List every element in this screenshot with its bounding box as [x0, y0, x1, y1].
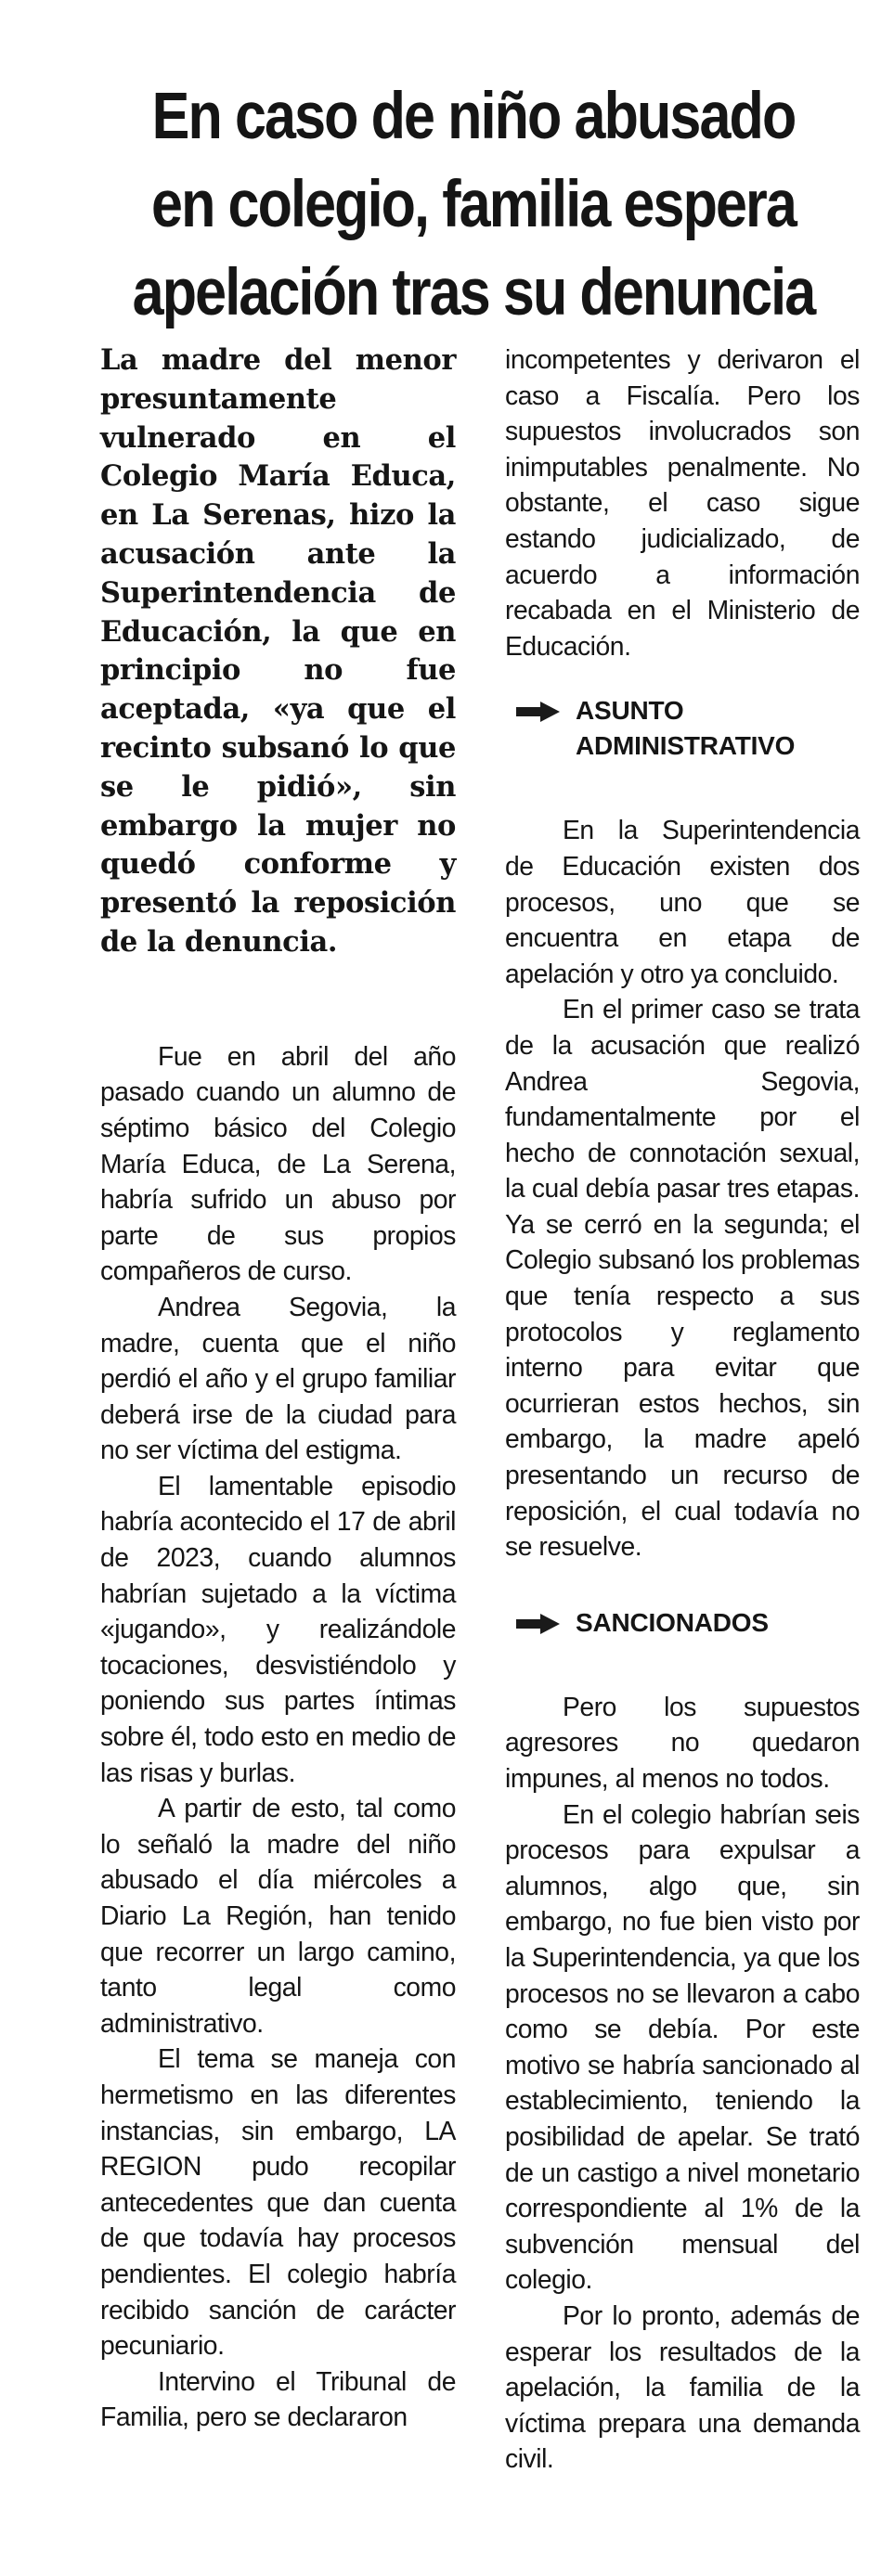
section-heading-asunto-administrativo [516, 693, 860, 764]
section-heading-line-2: ADMINISTRATIVO [576, 731, 796, 761]
body-paragraph: En el primer caso se trata de la acusación que realizó Andrea Segovia, fundamentalmente por el hecho de connotación sexual, la cual debía pasar tres etapas. Ya se cerró en la segunda; el Colegio subsanó los problemas que tenía respecto a sus protocolos y reglamento interno para evitar que ocurrieran estos hechos, sin embargo, la madre apeló presentando un recurso de reposición, el cual todavía no se resuelve. [505, 994, 860, 1562]
body-paragraph: En el colegio habrían seis procesos para expulsar a alumnos, algo que, sin embargo, no fue bien visto por la Superintendencia, ya que los procesos no se llevaron a cabo como se debía. Por este motivo se habría sancionado al establecimiento, teniendo la posibilidad de apelar. Se trató de un castigo a nivel monetario correspondiente al 1% de la subvención mensual del colegio. [505, 1798, 860, 2295]
headline-line-2: en colegio, familia espera [151, 167, 796, 241]
headline-line-3: apelación tras su denuncia [132, 255, 815, 329]
body-paragraph: Fue en abril del año pasado cuando un alumno de séptimo básico del Colegio María Educa, de La Serena, habría sufrido un abuso por parte de sus propios compañeros de curso. [100, 1040, 456, 1286]
body-paragraph: El tema se maneja con hermetismo en las diferentes instancias, sin embargo, LA REGION pudo recopilar antecedentes que dan cuenta de que todavía hay procesos pendientes. El colegio habría recibido sanción de carácter pecuniario. [100, 2043, 456, 2361]
arrow-right-icon [516, 1613, 561, 1635]
section-heading-sancionados [516, 1605, 860, 1641]
body-paragraph: Intervino el Tribunal de Familia, pero se declararon [100, 2365, 456, 2432]
body-paragraph: Andrea Segovia, la madre, cuenta que el niño perdió el año y el grupo familiar deberá irse de la ciudad para no ser víctima del estigma. [100, 1291, 456, 1465]
body-paragraph: El lamentable episodio habría acontecido el 17 de abril de 2023, cuando alumnos habrían sujetado a la víctima «jugando», y realizándole tocaciones, desvistiéndolo y poniendo sus partes íntimas sobre él, todo esto en medio de las risas y burlas. [100, 1470, 456, 1787]
body-paragraph: En la Superintendencia de Educación existen dos procesos, uno que se encuentra en etapa de apelación y otro ya concluido. [505, 815, 860, 988]
section-heading-label: SANCIONADOS [576, 1607, 769, 1637]
headline [114, 72, 833, 337]
headline-line-1: En caso de niño abusado [151, 79, 796, 153]
body-paragraph: A partir de esto, tal como lo señaló la madre del niño abusado el día miércoles a Diario La Región, han tenido que recorrer un largo camino, tanto legal como administrativo. [100, 1793, 456, 2038]
right-column [505, 341, 860, 2477]
section-heading-label [576, 693, 795, 764]
continued-paragraph: incompetentes y derivaron el caso a Fiscalía. Pero los supuestos involucrados son inimputables penalmente. No obstante, el caso sigue estando judicializado, de acuerdo a información recabada en el Ministerio de Educación. [505, 344, 860, 661]
left-column [100, 341, 456, 2435]
body-paragraph: Por lo pronto, además de esperar los resultados de la apelación, la familia de la víctima prepara una demanda civil. [505, 2299, 860, 2474]
lead-paragraph: La madre del menor presuntamente vulnerado en el Colegio María Educa, en La Serenas, hizo la acusación ante la Superintendencia de Educación, la que en principio no fue aceptada, «ya que el recinto subsanó lo que se le pidió», sin embargo la mujer no quedó conforme y presentó la reposición de la denuncia. [100, 343, 456, 959]
section-heading-line-1: ASUNTO [576, 696, 684, 726]
arrow-right-icon [516, 701, 561, 723]
body-paragraph: Pero los supuestos agresores no quedaron impunes, al menos no todos. [505, 1691, 860, 1793]
